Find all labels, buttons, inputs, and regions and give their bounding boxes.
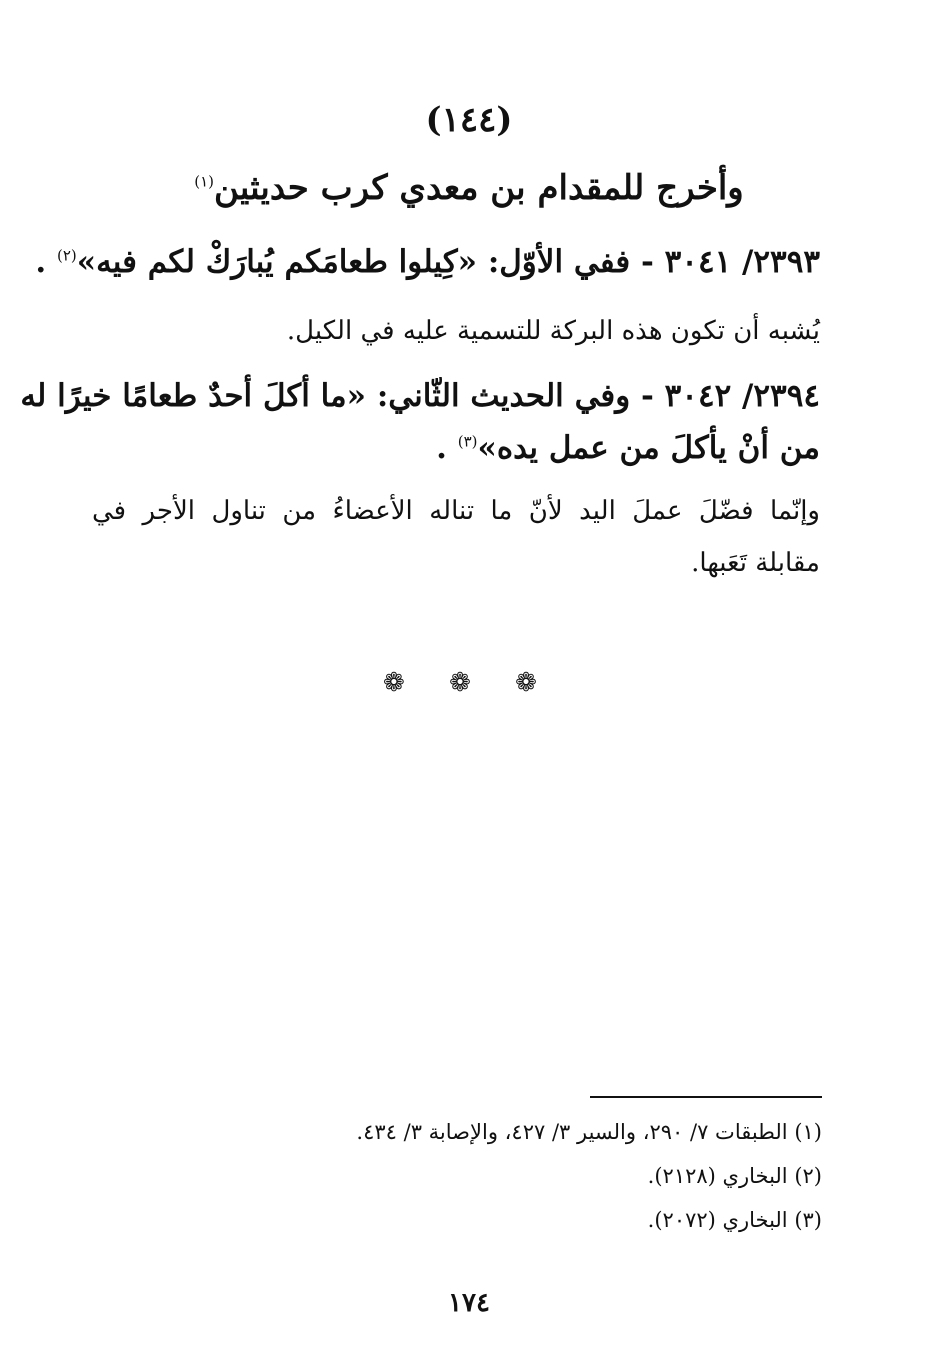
hadith2-line1: ٢٣٩٤/ ٣٠٤٢ - وفي الحديث الثّاني: «ما أكلَ أحدٌ طعامًا خيرًا له [20,378,820,414]
footnote-2: (٢) البخاري (٢١٢٨). [647,1164,822,1188]
hadith1-line [35,244,820,280]
hadith2-comment-line1: وإنّما فضّلَ عملَ اليد لأنّ ما تناله الأعضاءُ من تناول الأجر في [92,496,820,526]
hadith2-line2 [92,430,820,466]
section-number: (١٤٤) [425,100,513,140]
footnote-ref-1: (١) [194,172,215,191]
hadith1-comment: يُشبه أن تكون هذه البركة للتسمية عليه في الكيل. [286,316,820,346]
hadith2-text: من أنْ يأكلَ من عمل يده» [477,430,820,466]
heading [0,168,938,208]
page-number: ١٧٤ [448,1288,490,1318]
hadith1-end: . [35,244,57,280]
footnote-ref-2: (٢) [56,246,77,265]
hadith2-end: . [436,430,458,466]
footnote-3: (٣) البخاري (٢٠٧٢). [647,1208,822,1232]
section-separator: ❁ ❁ ❁ [383,668,555,698]
hadith1-text: ٢٣٩٣/ ٣٠٤١ - ففي الأوّل: «كِيلوا طعامَكم يُبارَكْ لكم فيه» [76,244,820,280]
hadith2-comment-line2: مقابلة تَعَبها. [691,548,820,578]
heading-text: وأخرج للمقدام بن معدي كرب حديثين [214,168,744,208]
footnote-1: (١) الطبقات ٧/ ٢٩٠، والسير ٣/ ٤٢٧، والإصابة ٣/ ٤٣٤. [356,1120,822,1144]
footnote-divider [590,1096,822,1098]
footnote-ref-3: (٣) [457,432,478,451]
